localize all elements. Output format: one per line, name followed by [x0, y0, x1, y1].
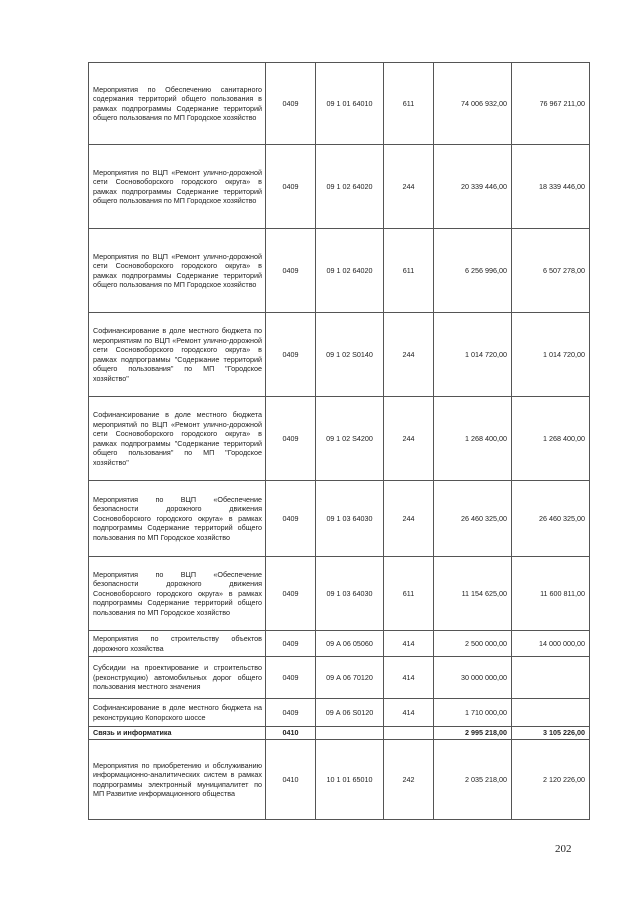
section-code-cell: 0409 [266, 145, 316, 229]
target-article-cell: 09 1 03 64030 [316, 481, 384, 557]
expense-type-cell: 244 [384, 397, 434, 481]
section-code-cell: 0409 [266, 63, 316, 145]
expense-type-cell: 611 [384, 229, 434, 313]
table-row [89, 657, 590, 699]
row-name-cell: Мероприятия по ВЦП «Обеспечение безопасности дорожного движения Сосновоборского городского округа» в рамках подпрограммы Содержание территорий общего пользования по МП Городское хозяйство [89, 481, 266, 557]
amount-year2-cell: 3 105 226,00 [512, 727, 590, 740]
section-code-cell: 0409 [266, 397, 316, 481]
expense-type-cell: 611 [384, 63, 434, 145]
target-article-cell: 09 1 02 64020 [316, 229, 384, 313]
page-number: 202 [555, 843, 572, 855]
row-name-cell: Мероприятия по Обеспечению санитарного содержания территорий общего пользования в рамках подпрограммы Содержание территорий общего пользования по МП Городское хозяйство [89, 63, 266, 145]
target-article-cell: 09 1 02 S0140 [316, 313, 384, 397]
amount-year1-cell: 1 014 720,00 [434, 313, 512, 397]
amount-year2-cell: 1 014 720,00 [512, 313, 590, 397]
section-code-cell: 0409 [266, 313, 316, 397]
table-row [89, 145, 590, 229]
budget-table [88, 62, 590, 820]
row-name-cell: Субсидии на проектирование и строительство (реконструкцию) автомобильных дорог общего пользования местного значения [89, 657, 266, 699]
amount-year2-cell: 6 507 278,00 [512, 229, 590, 313]
amount-year1-cell: 2 500 000,00 [434, 631, 512, 657]
amount-year2-cell: 11 600 811,00 [512, 557, 590, 631]
row-name-cell: Мероприятия по ВЦП «Обеспечение безопасности дорожного движения Сосновоборского городского округа» в рамках подпрограммы Содержание территорий общего пользования по МП Городское хозяйство [89, 557, 266, 631]
amount-year1-cell: 2 035 218,00 [434, 740, 512, 820]
table-row [89, 727, 590, 740]
section-code-cell: 0410 [266, 740, 316, 820]
expense-type-cell: 611 [384, 557, 434, 631]
row-name-cell: Мероприятия по приобретению и обслуживанию информационно-аналитических систем в рамках подпрограммы электронный муниципалитет по МП Развитие информационного общества [89, 740, 266, 820]
target-article-cell [316, 727, 384, 740]
expense-type-cell: 242 [384, 740, 434, 820]
amount-year1-cell: 20 339 446,00 [434, 145, 512, 229]
expense-type-cell: 414 [384, 657, 434, 699]
amount-year2-cell [512, 699, 590, 727]
target-article-cell: 09 А 06 05060 [316, 631, 384, 657]
amount-year1-cell: 2 995 218,00 [434, 727, 512, 740]
amount-year1-cell: 74 006 932,00 [434, 63, 512, 145]
row-name-cell: Софинансирование в доле местного бюджета на реконструкцию Копорского шоссе [89, 699, 266, 727]
table-row [89, 397, 590, 481]
section-code-cell: 0409 [266, 481, 316, 557]
table-row [89, 313, 590, 397]
table-row [89, 229, 590, 313]
amount-year2-cell: 2 120 226,00 [512, 740, 590, 820]
amount-year2-cell: 1 268 400,00 [512, 397, 590, 481]
section-code-cell: 0409 [266, 557, 316, 631]
section-code-cell: 0409 [266, 631, 316, 657]
target-article-cell: 09 А 06 S0120 [316, 699, 384, 727]
table-row [89, 631, 590, 657]
table-row [89, 740, 590, 820]
section-code-cell: 0410 [266, 727, 316, 740]
amount-year1-cell: 1 710 000,00 [434, 699, 512, 727]
amount-year1-cell: 11 154 625,00 [434, 557, 512, 631]
row-name-cell: Мероприятия по ВЦП «Ремонт улично-дорожной сети Сосновоборского городского округа» в рамках подпрограммы Содержание территорий общего пользования по МП Городское хозяйство [89, 145, 266, 229]
amount-year1-cell: 30 000 000,00 [434, 657, 512, 699]
amount-year2-cell: 76 967 211,00 [512, 63, 590, 145]
expense-type-cell: 244 [384, 481, 434, 557]
expense-type-cell: 244 [384, 145, 434, 229]
amount-year2-cell: 26 460 325,00 [512, 481, 590, 557]
amount-year2-cell [512, 657, 590, 699]
table-row [89, 63, 590, 145]
table-row [89, 557, 590, 631]
target-article-cell: 09 1 02 64020 [316, 145, 384, 229]
expense-type-cell [384, 727, 434, 740]
table-row [89, 699, 590, 727]
expense-type-cell: 414 [384, 699, 434, 727]
section-code-cell: 0409 [266, 657, 316, 699]
expense-type-cell: 414 [384, 631, 434, 657]
section-code-cell: 0409 [266, 229, 316, 313]
row-name-cell: Софинансирование в доле местного бюджета по мероприятиям по ВЦП «Ремонт улично-дорожной сети Сосновоборского городского округа» в рамках подпрограммы "Содержание территорий общего пользования" по МП "Городское хозяйство" [89, 313, 266, 397]
target-article-cell: 09 1 02 S4200 [316, 397, 384, 481]
target-article-cell: 09 1 01 64010 [316, 63, 384, 145]
table-row [89, 481, 590, 557]
target-article-cell: 09 А 06 70120 [316, 657, 384, 699]
amount-year2-cell: 18 339 446,00 [512, 145, 590, 229]
amount-year2-cell: 14 000 000,00 [512, 631, 590, 657]
amount-year1-cell: 26 460 325,00 [434, 481, 512, 557]
amount-year1-cell: 6 256 996,00 [434, 229, 512, 313]
row-name-cell: Связь и информатика [89, 727, 266, 740]
row-name-cell: Софинансирование в доле местного бюджета мероприятий по ВЦП «Ремонт улично-дорожной сети Сосновоборского городского округа» в рамках подпрограммы "Содержание территорий общего пользования" по МП "Городское хозяйство" [89, 397, 266, 481]
target-article-cell: 10 1 01 65010 [316, 740, 384, 820]
row-name-cell: Мероприятия по строительству объектов дорожного хозяйства [89, 631, 266, 657]
section-code-cell: 0409 [266, 699, 316, 727]
target-article-cell: 09 1 03 64030 [316, 557, 384, 631]
row-name-cell: Мероприятия по ВЦП «Ремонт улично-дорожной сети Сосновоборского городского округа» в рамках подпрограммы Содержание территорий общего пользования по МП Городское хозяйство [89, 229, 266, 313]
expense-type-cell: 244 [384, 313, 434, 397]
amount-year1-cell: 1 268 400,00 [434, 397, 512, 481]
